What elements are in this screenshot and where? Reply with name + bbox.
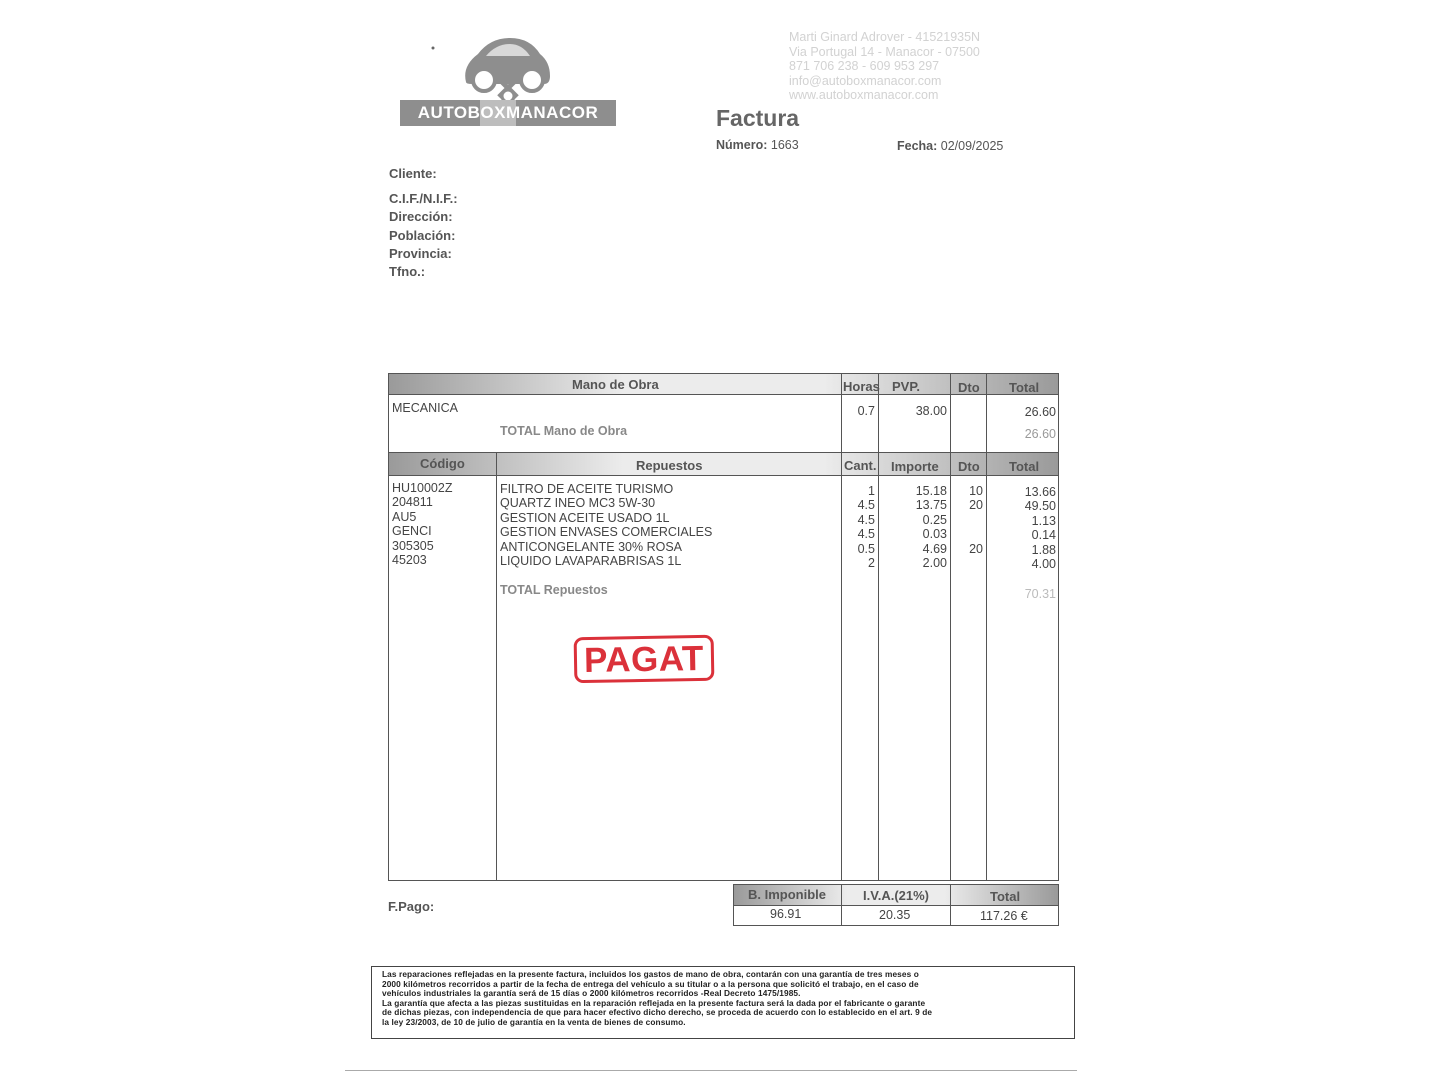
part-qty: 4.5 — [857, 498, 875, 512]
parts-header-code: Código — [420, 456, 465, 471]
labor-row-price: 38.00 — [915, 404, 947, 418]
warranty-line: Las reparaciones reflejadas en la presente factura, incluidos los gastos de mano de obra, contarán con una garantía de tres meses o — [382, 969, 919, 979]
part-qty: 0.5 — [857, 542, 875, 556]
part-total: 1.88 — [1031, 543, 1056, 557]
paid-stamp: PAGAT — [574, 635, 715, 683]
part-qty: 2 — [868, 556, 875, 570]
contact-line: www.autoboxmanacor.com — [789, 88, 939, 102]
warranty-line: de dichas piezas, con independencia de que para hacer efectivo dicho derecho, se proceda de acuerdo con lo establecido en el art. 9 de — [382, 1007, 933, 1018]
province-label: Provincia: — [389, 246, 452, 261]
invoice-date — [897, 139, 1003, 153]
part-qty: 4.5 — [857, 527, 875, 541]
part-code: 204811 — [392, 495, 433, 509]
invoice-number-value: 1663 — [770, 138, 799, 152]
part-amount: 15.18 — [915, 484, 947, 498]
labor-total-label: TOTAL Mano de Obra — [500, 424, 628, 438]
part-amount: 2.00 — [922, 556, 947, 570]
part-code: 45203 — [392, 553, 427, 567]
client-label: Cliente: — [389, 166, 437, 181]
part-code: AU5 — [392, 510, 417, 524]
part-description: FILTRO DE ACEITE TURISMO — [500, 482, 674, 496]
contact-line: Via Portugal 14 - Manacor - 07500 — [789, 44, 980, 59]
warranty-line: vehículos industriales la garantía será de 15 días o 2000 kilómetros recorridos -Real Decreto 1475/1985. — [382, 988, 801, 999]
town-label: Población: — [389, 228, 456, 243]
warranty-line: la ley 23/2003, de 10 de julio de garantía en la venta de bienes de consumo. — [382, 1016, 686, 1027]
parts-total-label: TOTAL Repuestos — [500, 583, 608, 597]
labor-total-value: 26.60 — [1024, 427, 1056, 441]
part-total: 13.66 — [1024, 485, 1056, 499]
iva-value: 20.35 — [879, 908, 911, 922]
parts-header-total: Total — [1009, 459, 1040, 474]
part-amount: 0.25 — [922, 513, 947, 527]
part-amount: 0.03 — [922, 527, 947, 541]
parts-total-value: 70.31 — [1024, 587, 1056, 601]
warranty-line: La garantía que afecta a las piezas sustituidas en la reparación reflejada en la presente factura será la dada por el fabricante o garante — [382, 997, 926, 1008]
base-value: 96.91 — [770, 907, 802, 921]
phone-label: Tfno.: — [389, 264, 426, 279]
part-description: ANTICONGELANTE 30% ROSA — [500, 540, 682, 554]
iva-label: I.V.A.(21%) — [863, 888, 929, 903]
logo-text: AUTOBOXMANACOR — [417, 103, 599, 122]
invoice-date-label: Fecha: — [897, 139, 938, 153]
part-amount: 13.75 — [915, 498, 947, 512]
base-label: B. Imponible — [748, 887, 826, 902]
part-code: HU10002Z — [392, 481, 453, 495]
labor-row-total: 26.60 — [1024, 405, 1056, 419]
grand-total-value: 117.26 € — [980, 909, 1028, 923]
part-discount: 20 — [969, 498, 983, 512]
part-qty: 4.5 — [857, 513, 875, 527]
part-total: 49.50 — [1024, 499, 1056, 513]
labor-row-hours: 0.7 — [857, 404, 875, 418]
parts-header-qty: Cant. — [844, 458, 877, 473]
part-amount: 4.69 — [922, 542, 947, 556]
invoice-number — [716, 138, 799, 152]
cif-label: C.I.F./N.I.F.: — [389, 191, 458, 206]
part-description: QUARTZ INEO MC3 5W-30 — [500, 496, 656, 510]
part-total: 0.14 — [1031, 528, 1056, 542]
part-description: LIQUIDO LAVAPARABRISAS 1L — [500, 554, 682, 568]
labor-row-description: MECANICA — [392, 401, 458, 415]
part-qty: 1 — [868, 484, 875, 498]
part-description: GESTION ENVASES COMERCIALES — [500, 525, 713, 539]
bottom-rule — [345, 1070, 1077, 1071]
company-logo — [398, 34, 618, 130]
invoice-number-label: Número: — [716, 138, 768, 152]
labor-header-total: Total — [1009, 380, 1040, 395]
labor-header-hours: Horas — [843, 379, 880, 394]
address-label: Dirección: — [389, 209, 453, 224]
part-discount: 10 — [969, 484, 983, 498]
labor-header-price: PVP. — [892, 379, 920, 394]
parts-header-discount: Dto — [958, 459, 980, 474]
invoice-title: Factura — [716, 105, 800, 131]
warranty-line: 2000 kilómetros recorridos a partir de la fecha de entrega del vehículo a su titular o a la persona que solicitó el trabajo, en el caso de — [382, 978, 919, 989]
labor-header-discount: Dto — [958, 380, 980, 395]
grand-total-label: Total — [990, 889, 1021, 904]
contact-line: 871 706 238 - 609 953 297 — [789, 59, 940, 73]
part-total: 4.00 — [1031, 557, 1056, 571]
part-description: GESTION ACEITE USADO 1L — [500, 511, 670, 525]
part-total: 1.13 — [1031, 514, 1056, 528]
part-code: 305305 — [392, 539, 434, 553]
warranty-notice — [371, 966, 1075, 1039]
contact-line: info@autoboxmanacor.com — [789, 73, 942, 88]
parts-header-amount: Importe — [891, 459, 939, 474]
part-discount: 20 — [969, 542, 983, 556]
contact-line: Marti Ginard Adrover - 41521935N — [789, 30, 981, 44]
parts-header-description: Repuestos — [636, 458, 703, 473]
parts-table — [388, 453, 1059, 881]
payment-method-label: F.Pago: — [388, 899, 435, 914]
part-code: GENCI — [392, 524, 432, 538]
invoice-date-value: 02/09/2025 — [940, 139, 1004, 153]
labor-header-description: Mano de Obra — [572, 377, 659, 392]
company-contact — [789, 30, 980, 103]
